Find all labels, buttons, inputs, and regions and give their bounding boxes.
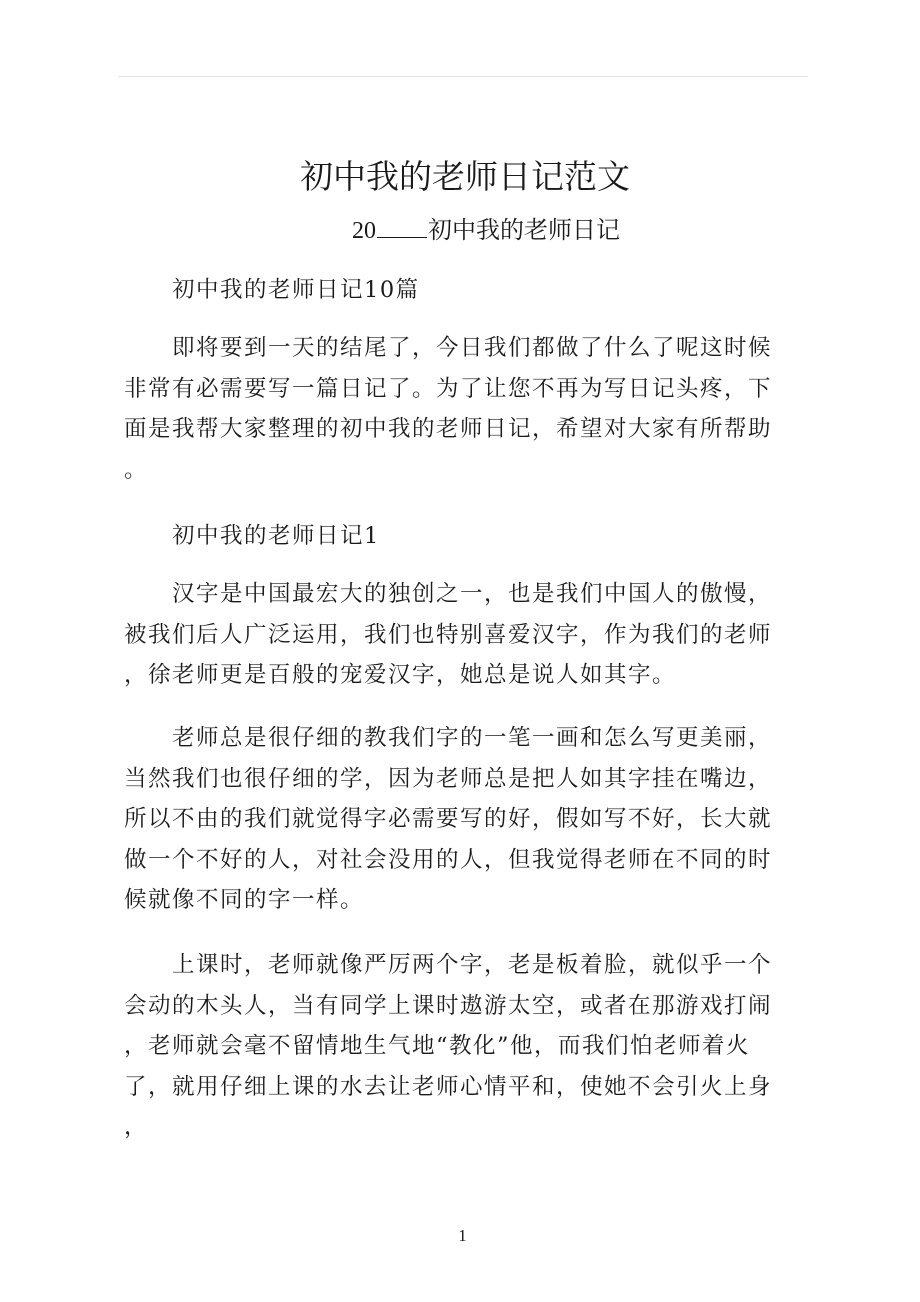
paragraph-line: 汉字是中国最宏大的独创之一，也是我们中国人的傲慢， (172, 581, 773, 607)
paragraph-line: 非常有必需要写一篇日记了。为了让您不再为写日记头疼，下 (124, 375, 773, 402)
intro-paragraph (124, 328, 796, 490)
subtitle-year-prefix: 20 (352, 218, 376, 244)
header-rule (118, 76, 808, 77)
paragraph-line: 当然我们也很仔细的学，因为老师总是把人如其字挂在嘴边， (124, 765, 773, 792)
paragraph-line: 上课时，老师就像严厉两个字，老是板着脸，就似乎一个 (172, 952, 773, 978)
paragraph-1 (124, 574, 796, 696)
page-number: 1 (458, 1226, 467, 1245)
paragraph-line: 被我们后人广泛运用，我们也特别喜爱汉字，作为我们的老师 (124, 621, 773, 648)
paragraph-line: 了，就用仔细上课的水去让老师心情平和，使她不会引火上身 (124, 1073, 773, 1100)
paragraph-line: 所以不由的我们就觉得字必需要写的好，假如写不好，长大就 (124, 806, 773, 832)
paragraph-line: 面是我帮大家整理的初中我的老师日记，希望对大家有所帮助 (124, 416, 773, 442)
paragraph-line: ，徐老师更是百般的宠爱汉字，她总是说人如其字。 (124, 662, 677, 688)
paragraph-line: 即将要到一天的结尾了，今日我们都做了什么了呢这时候 (172, 335, 773, 361)
paragraph-3 (124, 945, 796, 1148)
paragraph-line: 会动的木头人，当有同学上课时遨游太空，或者在那游戏打闹 (124, 992, 773, 1019)
document-title: 初中我的老师日记范文 (300, 157, 630, 196)
section-heading-collection: 初中我的老师日记10篇 (172, 277, 420, 303)
paragraph-line: 。 (124, 456, 149, 483)
subtitle-text: 初中我的老师日记 (428, 216, 620, 244)
paragraph-line: 候就像不同的字一样。 (124, 887, 365, 913)
subtitle-blank-underline (377, 217, 427, 238)
paragraph-line: 做一个不好的人，对社会没用的人，但我觉得老师在不同的时 (124, 846, 773, 873)
paragraph-line: ， (124, 1114, 149, 1140)
section-heading-diary-1: 初中我的老师日记1 (172, 523, 380, 549)
paragraph-2 (124, 718, 796, 921)
paragraph-line: ，老师就会毫不留情地生气地“教化”他，而我们怕老师着火 (124, 1033, 751, 1059)
document-subtitle (352, 210, 620, 251)
paragraph-line: 老师总是很仔细的教我们字的一笔一画和怎么写更美丽， (172, 725, 773, 751)
